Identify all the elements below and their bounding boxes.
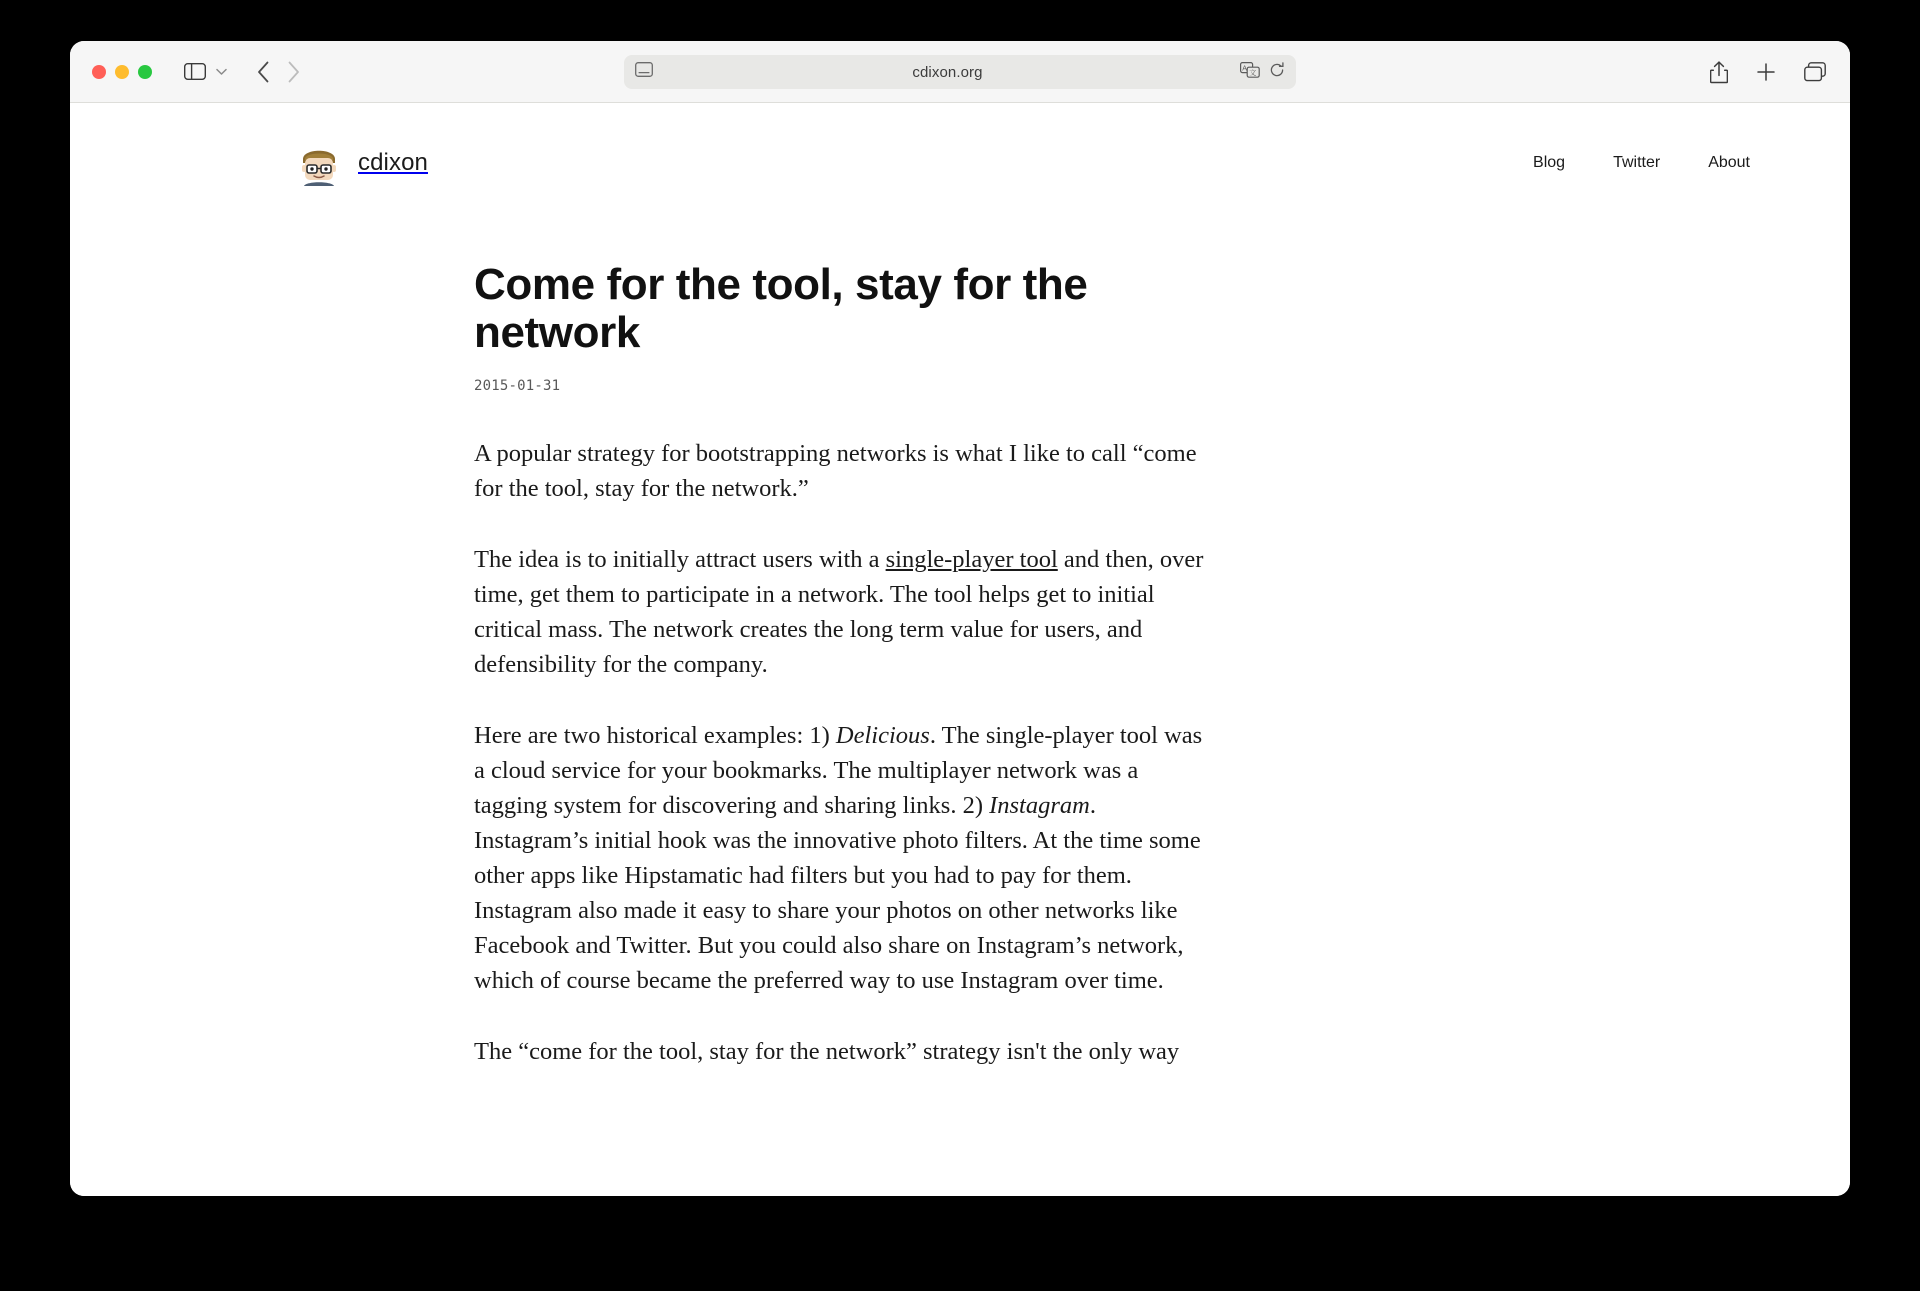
sidebar-toggle-icon[interactable]: [180, 61, 210, 83]
nav-item-about[interactable]: About: [1708, 154, 1750, 171]
paragraph-2: The idea is to initially attract users with a single-player tool and then, over time, get them to participate in a network. The tool helps get to initial critical mass. The network creates the long term value for users, and defensibility for the company.: [474, 546, 1204, 679]
article: [474, 261, 1374, 1070]
translate-icon[interactable]: [1240, 62, 1260, 83]
page-bottom-edge: [70, 1190, 1850, 1196]
page-title: Come for the tool, stay for the network: [474, 260, 1088, 357]
emphasis-text: Instagram: [989, 792, 1090, 820]
toolbar-right-actions: [1710, 41, 1826, 103]
url-text: cdixon.org: [912, 63, 983, 81]
back-button[interactable]: [248, 59, 278, 85]
tab-overview-icon[interactable]: [1804, 62, 1826, 82]
nav-item-blog[interactable]: Blog: [1533, 154, 1566, 171]
svg-text:A: A: [1242, 64, 1247, 72]
address-bar-actions: [1240, 62, 1285, 83]
paragraph-4: The “come for the tool, stay for the network” strategy isn't the only way: [474, 1038, 1180, 1066]
maximize-window-button[interactable]: [138, 65, 152, 79]
new-tab-icon[interactable]: [1756, 62, 1776, 82]
avatar: [296, 140, 342, 186]
share-icon[interactable]: [1710, 61, 1728, 84]
browser-window: [70, 41, 1850, 1196]
post-date: 2015-01-31: [474, 378, 561, 395]
nav-item-twitter[interactable]: Twitter: [1613, 154, 1661, 171]
site-logo-link[interactable]: [296, 140, 428, 186]
browser-toolbar: [70, 41, 1850, 103]
paragraph-3: Here are two historical examples: 1) Delicious. The single-player tool was a cloud service for your bookmarks. The multiplayer network was a tagging system for discovering and sharing links. 2) Instagram. Instagram’s initial hook was the innovative photo filters. At the time some other apps like Hipstamatic had filters but you had to pay for them. Instagram also made it easy to share your photos on other networks like Facebook and Twitter. But you could also share on Instagram’s network, which of course became the preferred way to use Instagram over time.: [474, 722, 1203, 995]
site-nav: [1533, 154, 1784, 172]
emphasis-text: Delicious: [835, 722, 930, 750]
reader-view-icon[interactable]: [635, 62, 655, 82]
post-body: [474, 436, 1374, 1069]
sidebar-chevron-down-icon[interactable]: [212, 61, 230, 83]
reload-icon[interactable]: [1269, 62, 1285, 83]
brand-name: cdixon: [358, 149, 428, 176]
page-viewport: [70, 103, 1850, 1196]
forward-button[interactable]: [278, 59, 308, 85]
site-header: [70, 103, 1850, 199]
address-bar[interactable]: [624, 55, 1296, 89]
inline-link[interactable]: single-player tool: [885, 546, 1058, 574]
close-window-button[interactable]: [92, 65, 106, 79]
paragraph-1: A popular strategy for bootstrapping networks is what I like to call “come for the tool, stay for the network.”: [474, 440, 1197, 503]
svg-text:文: 文: [1249, 69, 1257, 77]
window-controls: [92, 65, 152, 79]
minimize-window-button[interactable]: [115, 65, 129, 79]
